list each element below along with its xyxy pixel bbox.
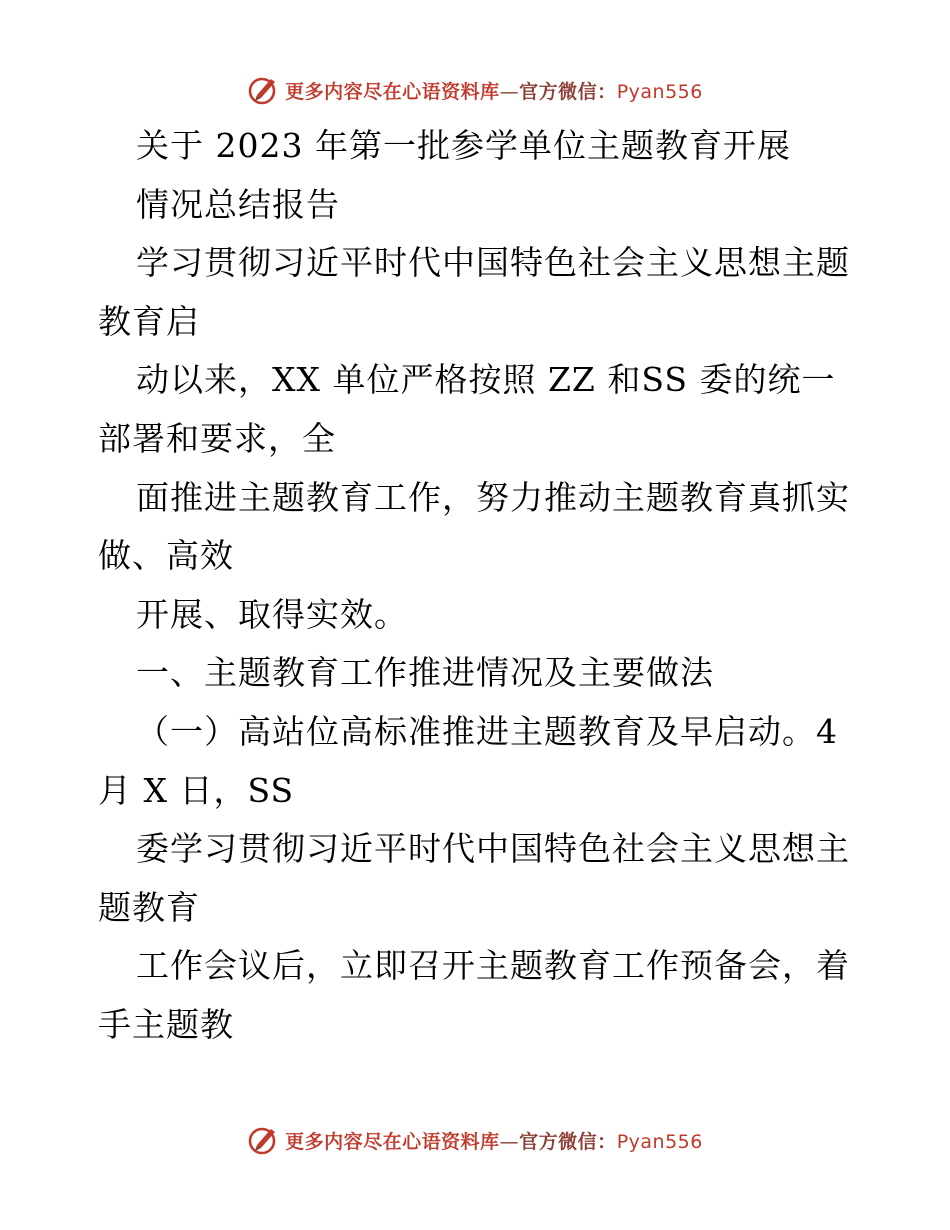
document-body — [98, 117, 868, 1055]
text-line: 学习贯彻习近平时代中国特色社会主义思想主题 — [136, 243, 850, 283]
text-line: 教育启 — [98, 301, 200, 341]
text-line: 关于 2023 年第一批参学单位主题教育开展 — [136, 126, 791, 165]
text-line: 委学习贯彻习近平时代中国特色社会主义思想主 — [136, 829, 850, 869]
pen-logo-icon — [247, 1123, 281, 1157]
watermark-wechat-id: Pyan556 — [616, 80, 703, 103]
text-line: 题教育 — [98, 887, 200, 927]
text-line: 面推进主题教育工作，努力推动主题教育真抓实 — [136, 477, 850, 517]
text-line: 做、高效 — [98, 536, 234, 576]
footer-watermark — [0, 1120, 950, 1160]
text-line: 情况总结报告 — [136, 184, 340, 224]
pen-logo-icon — [247, 73, 281, 107]
text-line: 工作会议后，立即召开主题教育工作预备会，着 — [136, 946, 850, 986]
watermark-dash: — — [499, 80, 520, 103]
text-line: 一、主题教育工作推进情况及主要做法 — [136, 653, 714, 693]
watermark-site-text: 更多内容尽在心语资料库 — [285, 80, 500, 103]
watermark-site-text: 更多内容尽在心语资料库 — [285, 1130, 500, 1153]
text-line: （一）高站位高标准推进主题教育及早启动。4 — [136, 711, 838, 751]
watermark-official-text: 官方微信： — [519, 80, 617, 103]
text-line: 部署和要求，全 — [98, 418, 336, 458]
text-line: 月 X 日，SS — [98, 770, 295, 810]
watermark-wechat-id: Pyan556 — [616, 1130, 703, 1153]
text-line: 动以来，XX 单位严格按照 ZZ 和SS 委的统一 — [136, 360, 836, 400]
text-line: 手主题教 — [98, 1004, 234, 1044]
header-watermark — [0, 70, 950, 110]
watermark-dash: — — [499, 1130, 520, 1153]
watermark-official-text: 官方微信： — [519, 1130, 617, 1153]
text-line: 开展、取得实效。 — [136, 594, 408, 634]
